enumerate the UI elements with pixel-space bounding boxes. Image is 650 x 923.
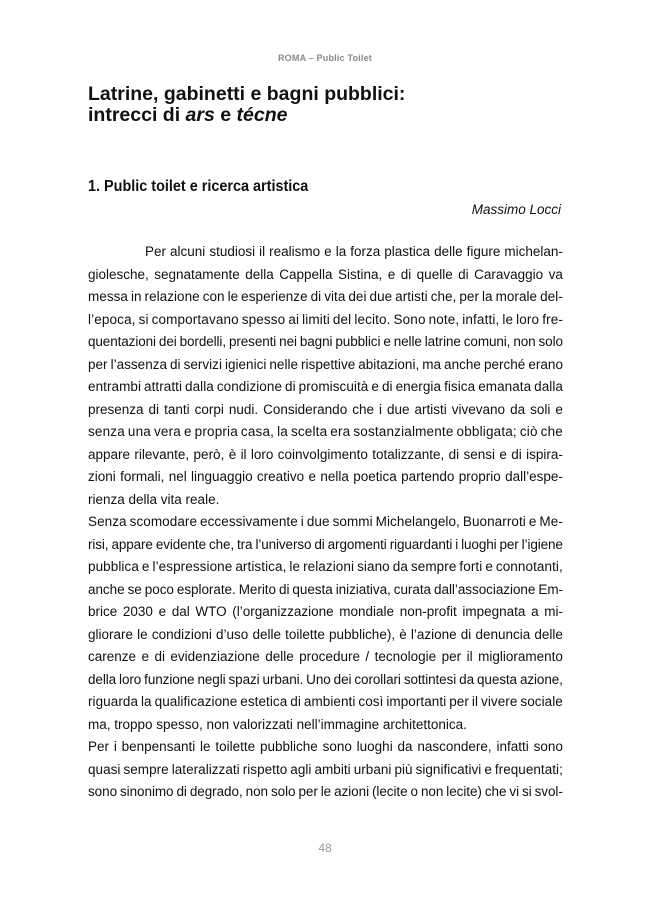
body-text <box>88 241 563 804</box>
body-line: l’epoca, si comportavano spesso ai limiti del lecito. Sono note, infatti, le loro fre- <box>88 311 563 327</box>
article-title-line-1: Latrine, gabinetti e bagni pubblici: <box>88 83 406 105</box>
body-line: risi, appare evidente che, tra l’universo di argomenti riguardanti i luoghi per l’igiene <box>88 536 563 552</box>
body-line: quentazioni dei bordelli, presenti nei bagni pubblici e nelle latrine comuni, non solo <box>88 334 563 349</box>
body-line: sono sinonimo di degrado, non solo per le azioni (lecite o non lecite) che vi si svol- <box>88 784 563 799</box>
body-line: pubblica e l’espressione artistica, le relazioni siano da sempre forti e connotanti, <box>88 559 563 574</box>
title-term-ars: ars <box>185 104 215 126</box>
title-prefix: intrecci di <box>88 104 181 126</box>
body-line: appare rilevante, però, è il loro coinvolgimento totalizzante, di sensi e di ispira- <box>88 446 563 462</box>
body-line: entrambi attratti dalla condizione di promiscuità e di energia fisica emanata dalla <box>88 379 563 394</box>
body-line: messa in relazione con le esperienze di vita dei due artisti che, per la morale del- <box>88 289 563 304</box>
section-heading: 1. Public toilet e ricerca artistica <box>88 178 309 195</box>
body-line: quasi sempre lateralizzati rispetto agli ambiti urbani più significativi e frequentati; <box>88 761 563 777</box>
body-line: rienza della vita reale. <box>88 491 220 507</box>
body-line: Per alcuni studiosi il realismo e la forza plastica delle figure michelan- <box>145 244 563 259</box>
article-title-line-2 <box>88 105 568 126</box>
body-line: della loro funzione negli spazi urbani. Uno dei corollari sottintesi da questa azione, <box>88 671 563 687</box>
body-line: brice 2030 e dal WTO (l’organizzazione mondiale non-profit impegnata a mi- <box>88 604 563 619</box>
body-line: giolesche, segnatamente della Cappella Sistina, e di quelle di Caravaggio va <box>88 266 563 282</box>
body-line: per l’assenza di servizi igienici nelle rispettive abitazioni, ma anche perché erano <box>88 356 563 372</box>
body-line: senza una vera e propria casa, la scelta era sostanzialmente obbligata; ciò che <box>88 424 563 439</box>
body-line: zioni formali, nel linguaggio creativo e nella poetica partendo proprio dall’espe- <box>88 469 563 484</box>
body-line: anche se poco esplorate. Merito di questa iniziativa, curata dall’associazione Em- <box>88 581 563 597</box>
body-line: Per i benpensanti le toilette pubbliche sono luoghi da nascondere, infatti sono <box>88 739 563 754</box>
body-line: ma, troppo spesso, non valorizzati nell’immagine architettonica. <box>88 716 467 732</box>
author-name: Massimo Locci <box>471 202 561 217</box>
article-title <box>88 84 568 126</box>
body-line: Senza scomodare eccessivamente i due sommi Michelangelo, Buonarroti e Me- <box>88 514 563 529</box>
body-line: carenze e di evidenziazione delle procedure / tecnologie per il miglioramento <box>88 649 563 664</box>
page-number: 48 <box>318 841 332 855</box>
body-line: gliorare le condizioni d’uso delle toilette pubbliche), è l’azione di denuncia delle <box>88 626 563 642</box>
title-term-tecne: técne <box>236 104 288 126</box>
body-line: presenza di tanti corpi nudi. Considerando che i due artisti vivevano da soli e <box>88 401 563 417</box>
running-header: ROMA – Public Toilet <box>277 53 372 63</box>
body-line: riguarda la qualificazione estetica di ambienti così importanti per il vivere sociale <box>88 694 563 709</box>
title-conjunction: e <box>220 104 232 126</box>
